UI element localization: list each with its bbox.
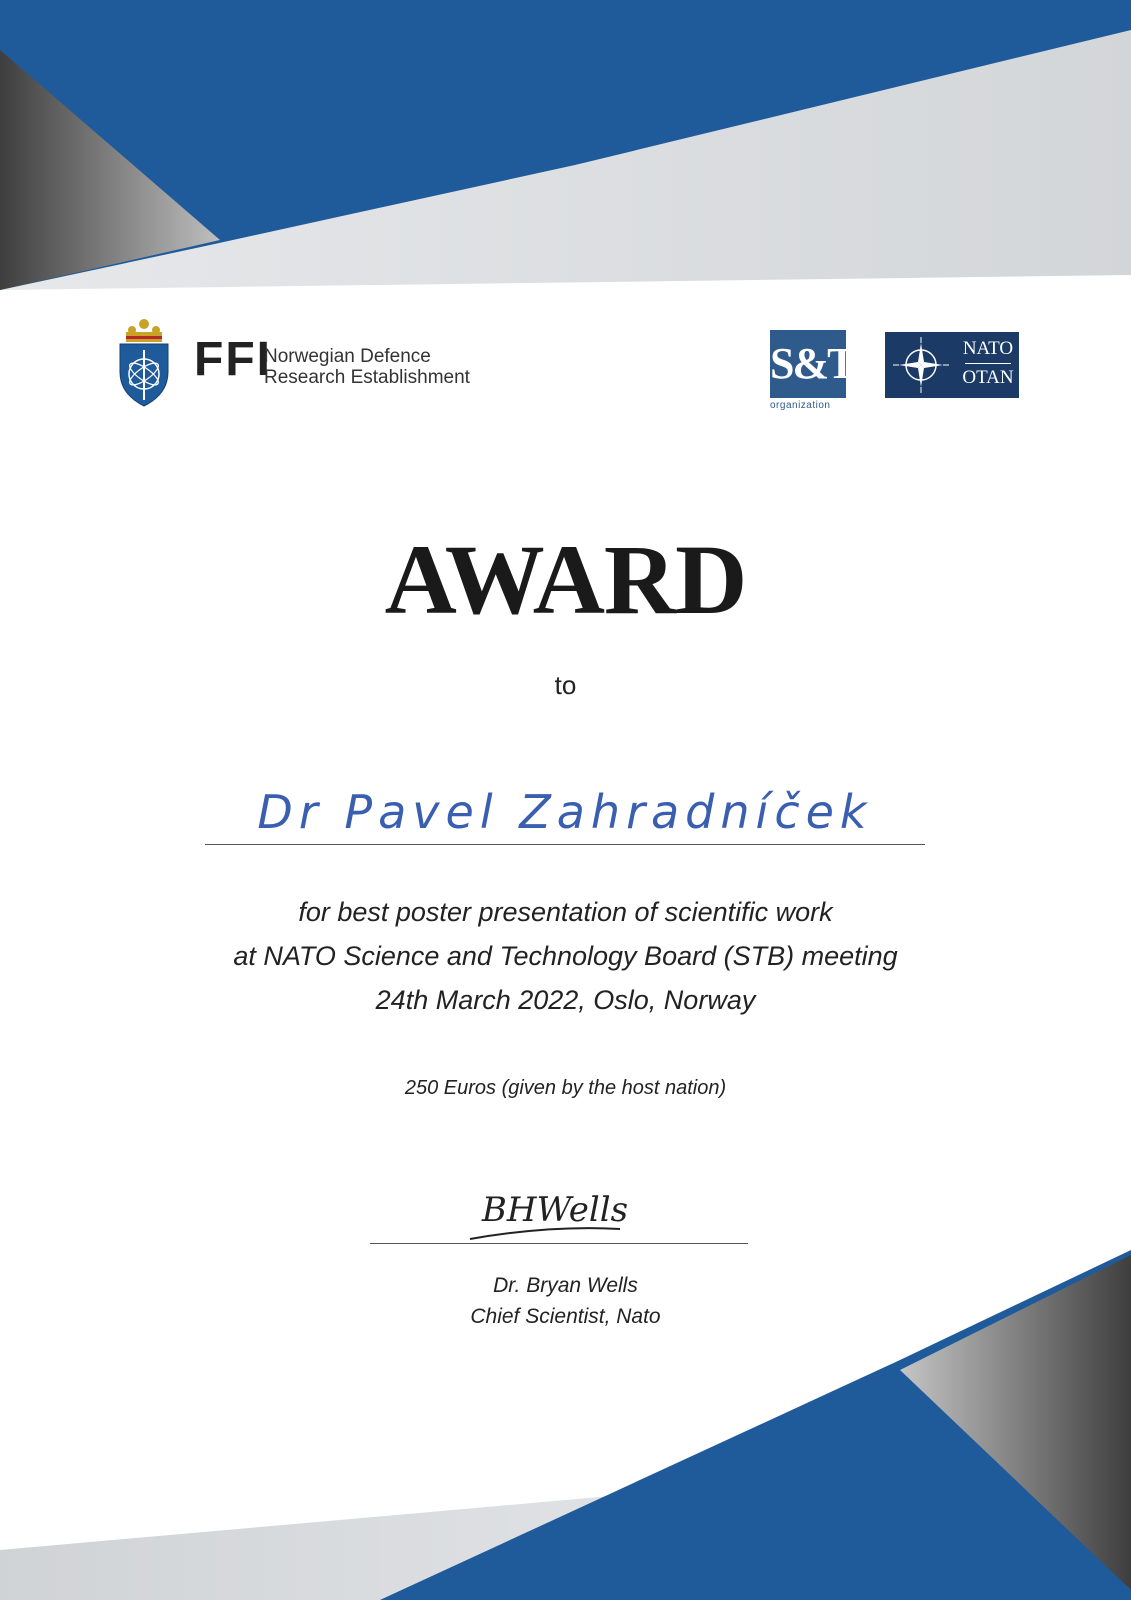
ffi-abbreviation: FFI: [194, 333, 272, 386]
nato-bottom-word: OTAN: [962, 367, 1014, 388]
nato-logo: [885, 332, 1019, 398]
sto-subtitle: organization: [770, 400, 831, 411]
citation-line1: for best poster presentation of scientific work: [298, 897, 833, 927]
header-logos: [0, 300, 1131, 430]
signature-line: [370, 1243, 748, 1244]
citation-line2: at NATO Science and Technology Board (STB) meeting: [233, 941, 898, 971]
nato-wordmark: [957, 332, 1019, 398]
recipient-name-text: Dr Pavel Zahradníček: [257, 785, 873, 839]
signer-title: Chief Scientist, Nato: [470, 1305, 661, 1328]
signer-name: Dr. Bryan Wells: [493, 1274, 638, 1297]
citation: [0, 890, 1131, 1022]
nato-top-word: NATO: [962, 338, 1014, 359]
recipient-area: [205, 770, 925, 850]
nato-divider: [965, 363, 1011, 364]
recipient-handwritten-name: [205, 770, 925, 844]
award-title: AWARD: [384, 524, 747, 635]
to-label: to: [554, 670, 577, 700]
recipient-underline: [205, 844, 925, 845]
prize-text: 250 Euros (given by the host nation): [404, 1077, 727, 1099]
ffi-name: [264, 346, 470, 388]
ffi-logo: [114, 310, 494, 410]
signature-handwriting: [370, 1185, 750, 1243]
signature-area: [370, 1185, 750, 1245]
nato-compass-icon: [885, 332, 957, 398]
signer-block: [0, 1270, 1131, 1332]
ffi-crest-icon: [114, 310, 174, 410]
ffi-name-line1: Norwegian Defence: [264, 346, 431, 367]
citation-line3: 24th March 2022, Oslo, Norway: [375, 985, 756, 1015]
signature-text: BHWells: [481, 1190, 629, 1230]
ffi-name-line2: Research Establishment: [264, 367, 470, 388]
sto-mark: S&T: [770, 330, 846, 398]
sto-logo: [770, 330, 855, 416]
